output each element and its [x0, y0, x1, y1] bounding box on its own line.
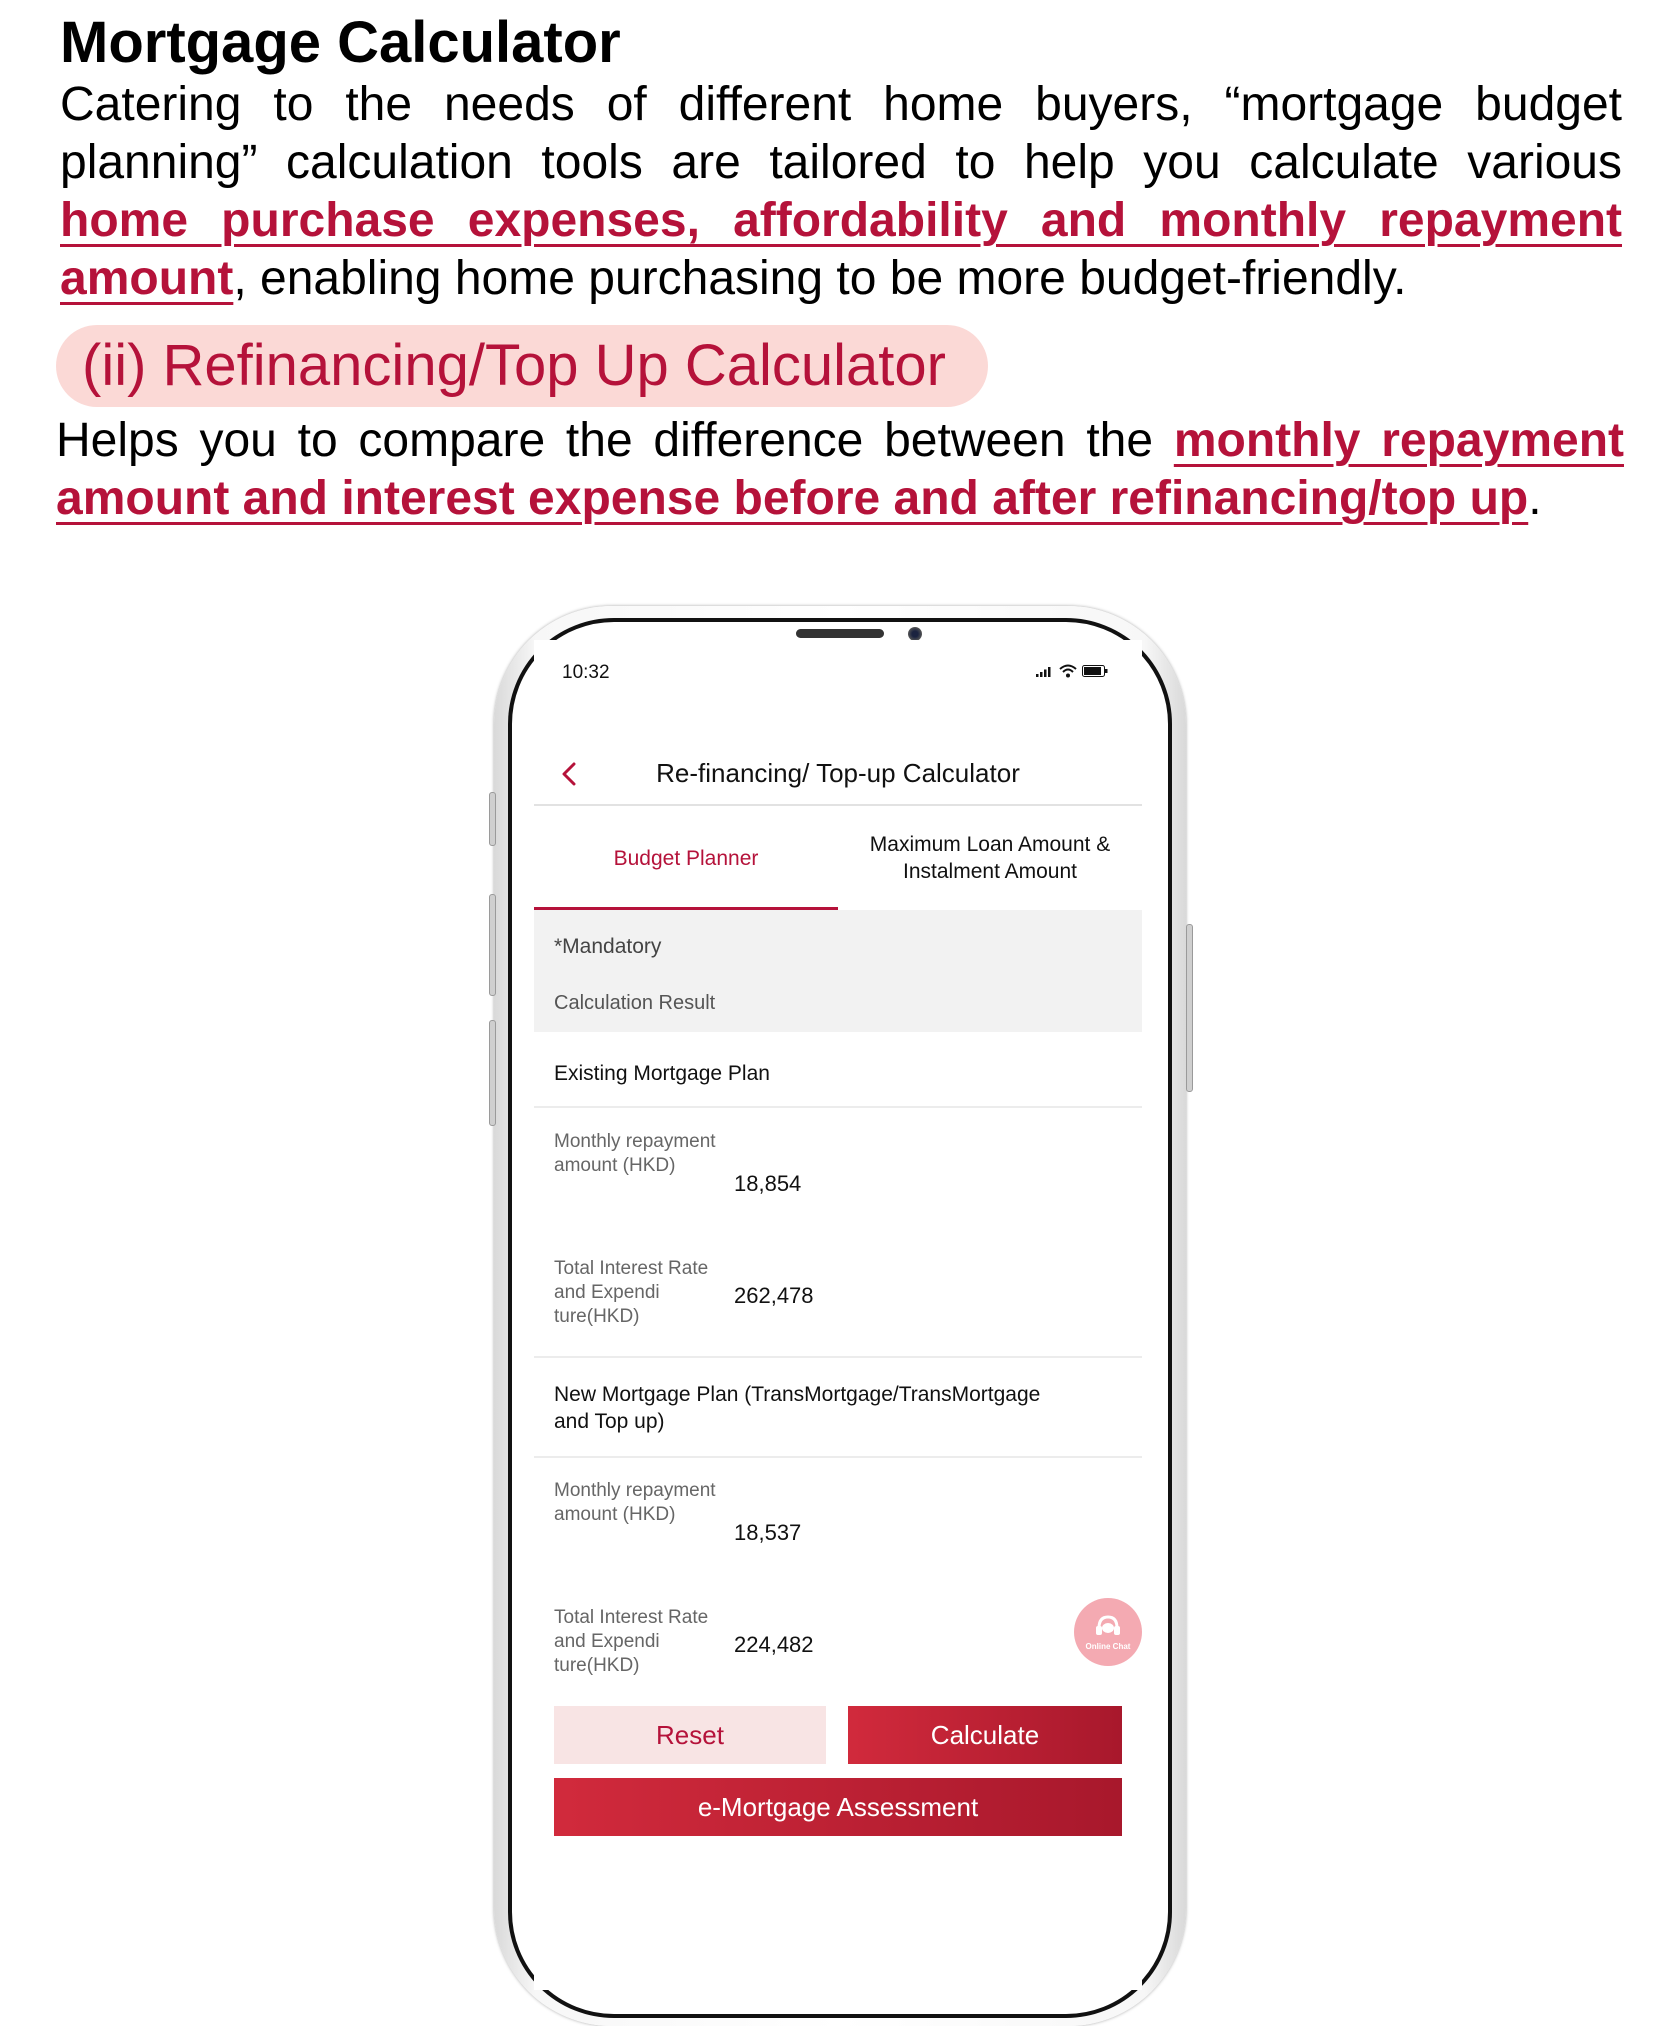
tab-maximum-loan[interactable]: Maximum Loan Amount & Instalment Amount [869, 833, 1111, 883]
intro-text-end: , enabling home purchasing to be more budget-friendly. [233, 252, 1407, 305]
existing-plan-title: Existing Mortgage Plan [554, 1062, 770, 1085]
new-interest-value: 224,482 [734, 1632, 814, 1657]
desc-text-start: Helps you to compare the difference between the [56, 414, 1174, 467]
new-plan-title: New Mortgage Plan (TransMortgage/TransMortgage and Top up) [554, 1383, 1041, 1433]
intro-text-start: Catering to the needs of different home buyers, “mortgage budget planning” calculation tools are tailored to help you calculate various [60, 78, 1622, 189]
existing-monthly-label: Monthly repayment amount (HKD) [554, 1131, 716, 1176]
online-chat-button[interactable] [1074, 1598, 1142, 1666]
intro-highlight: home purchase expenses, affordability and monthly repayment amount [60, 194, 1622, 305]
page-title: Mortgage Calculator [60, 10, 621, 75]
calculate-button[interactable]: Calculate [848, 1706, 1122, 1764]
phone-volume-up-button [489, 894, 496, 996]
intro-paragraph [60, 76, 1622, 308]
signal-icon [1036, 665, 1054, 677]
phone-speaker [796, 629, 884, 638]
status-icons [1036, 664, 1108, 678]
section-description [56, 412, 1624, 528]
existing-interest-value: 262,478 [734, 1283, 814, 1308]
headset-icon [1093, 1614, 1123, 1640]
phone-power-button [1186, 924, 1193, 1092]
desc-text-end: . [1528, 472, 1542, 525]
online-chat-label: Online Chat [1085, 1641, 1131, 1651]
new-monthly-label: Monthly repayment amount (HKD) [554, 1480, 716, 1525]
desc-highlight: monthly repayment amount and interest expense before and after refinancing/top up [56, 414, 1624, 525]
new-monthly-value: 18,537 [734, 1520, 802, 1545]
calculation-result-heading: Calculation Result [554, 992, 716, 1014]
phone-camera [908, 627, 922, 641]
wifi-icon [1059, 664, 1077, 678]
e-mortgage-assessment-button[interactable]: e-Mortgage Assessment [554, 1778, 1122, 1836]
mandatory-note: *Mandatory [554, 935, 662, 958]
nav-title: Re-financing/ Top-up Calculator [656, 758, 1020, 788]
phone-volume-down-button [489, 1020, 496, 1126]
existing-interest-label: Total Interest Rate and Expendi ture(HKD) [554, 1258, 709, 1327]
divider [534, 1356, 1142, 1358]
battery-icon [1082, 665, 1108, 677]
phone-screen [534, 640, 1142, 1990]
existing-monthly-value: 18,854 [734, 1171, 802, 1196]
section-title: (ii) Refinancing/Top Up Calculator [82, 333, 946, 398]
new-interest-label: Total Interest Rate and Expendi ture(HKD) [554, 1607, 709, 1676]
phone-volume-button [489, 792, 496, 846]
reset-button[interactable]: Reset [554, 1706, 826, 1764]
divider [534, 1106, 1142, 1108]
divider [534, 1456, 1142, 1458]
status-time: 10:32 [562, 662, 610, 683]
tab-budget-planner[interactable]: Budget Planner [613, 846, 759, 870]
